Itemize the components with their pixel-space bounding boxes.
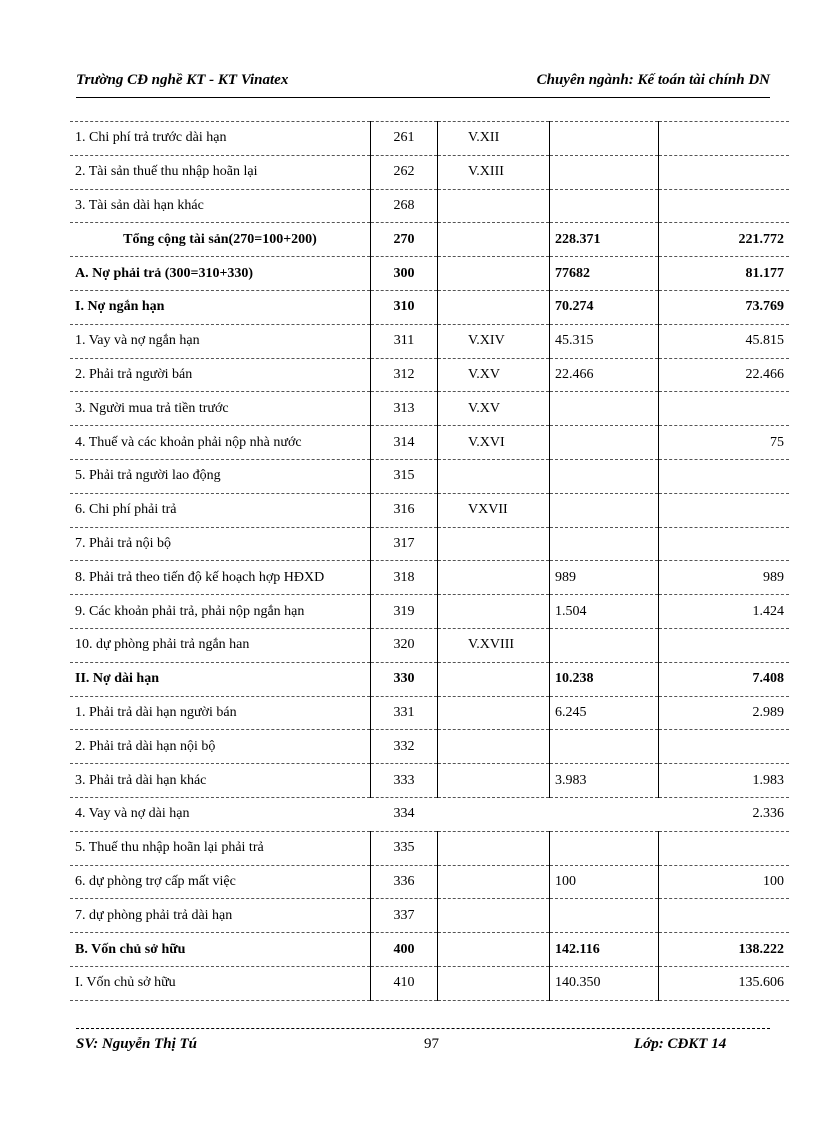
opening-value: 75: [659, 426, 790, 460]
item-note: V.XV: [438, 392, 550, 426]
item-note: V.XVIII: [438, 628, 550, 662]
item-name: 1. Phải trả dài hạn người bán: [70, 696, 371, 730]
closing-value: 100: [550, 865, 659, 899]
item-code: 315: [371, 459, 438, 493]
closing-value: 6.245: [550, 696, 659, 730]
closing-value: [550, 628, 659, 662]
opening-value: 2.989: [659, 696, 790, 730]
table-row: [70, 730, 789, 764]
opening-value: 45.815: [659, 324, 790, 358]
item-name: 5. Thuế thu nhập hoãn lại phải trả: [70, 831, 371, 865]
closing-value: [550, 527, 659, 561]
item-name: 9. Các khoản phải trả, phải nộp ngắn hạn: [70, 595, 371, 629]
table-row: [70, 493, 789, 527]
table-row: [70, 426, 789, 460]
closing-value: 1.504: [550, 595, 659, 629]
closing-value: [550, 730, 659, 764]
item-note: [438, 865, 550, 899]
opening-value: 138.222: [659, 933, 790, 967]
item-note: [438, 527, 550, 561]
table-row: [70, 662, 789, 696]
closing-value: 77682: [550, 257, 659, 291]
item-note: V.XIV: [438, 324, 550, 358]
table-row: [70, 392, 789, 426]
item-code: 400: [371, 933, 438, 967]
item-code: 270: [371, 223, 438, 257]
item-name: 8. Phải trả theo tiến độ kế hoạch hợp HĐXD: [70, 561, 371, 595]
item-name: II. Nợ dài hạn: [70, 662, 371, 696]
table-row: [70, 966, 789, 1000]
item-code: 311: [371, 324, 438, 358]
opening-value: [659, 493, 790, 527]
table-row: [70, 459, 789, 493]
item-note: [438, 257, 550, 291]
item-note: [438, 595, 550, 629]
table-row: [70, 831, 789, 865]
closing-value: 45.315: [550, 324, 659, 358]
item-note: VXVII: [438, 493, 550, 527]
item-name: 10. dự phòng phải trả ngắn han: [70, 628, 371, 662]
item-name: 7. dự phòng phải trả dài hạn: [70, 899, 371, 933]
closing-value: 228.371: [550, 223, 659, 257]
table-row: [70, 628, 789, 662]
item-name: 4. Vay và nợ dài hạn: [70, 797, 371, 831]
opening-value: [659, 122, 790, 156]
item-note: [438, 561, 550, 595]
opening-value: [659, 831, 790, 865]
opening-value: 1.983: [659, 764, 790, 798]
table-row: [70, 933, 789, 967]
item-code: 330: [371, 662, 438, 696]
opening-value: 22.466: [659, 358, 790, 392]
item-code: 313: [371, 392, 438, 426]
closing-value: [550, 493, 659, 527]
table-row: [70, 324, 789, 358]
item-code: 316: [371, 493, 438, 527]
table-row: [70, 595, 789, 629]
balance-sheet-table: [70, 121, 789, 1001]
table-row: [70, 797, 789, 831]
opening-value: 135.606: [659, 966, 790, 1000]
table-row: [70, 865, 789, 899]
page-footer: [76, 1036, 770, 1058]
opening-value: 7.408: [659, 662, 790, 696]
table-row: [70, 122, 789, 156]
item-name: 1. Vay và nợ ngắn hạn: [70, 324, 371, 358]
opening-value: [659, 189, 790, 223]
item-code: 335: [371, 831, 438, 865]
item-name: 3. Người mua trả tiền trước: [70, 392, 371, 426]
closing-value: 22.466: [550, 358, 659, 392]
school-name: Trường CĐ nghề KT - KT Vinatex: [76, 72, 289, 88]
item-name: A. Nợ phải trả (300=310+330): [70, 257, 371, 291]
item-note: V.XV: [438, 358, 550, 392]
item-name: 3. Phải trả dài hạn khác: [70, 764, 371, 798]
student-name: SV: Nguyễn Thị Tú: [76, 1036, 197, 1052]
item-name: I. Nợ ngắn hạn: [70, 290, 371, 324]
closing-value: [550, 899, 659, 933]
item-note: V.XII: [438, 122, 550, 156]
item-code: 312: [371, 358, 438, 392]
item-name: 4. Thuế và các khoản phải nộp nhà nước: [70, 426, 371, 460]
table-row: [70, 764, 789, 798]
opening-value: 1.424: [659, 595, 790, 629]
item-code: 333: [371, 764, 438, 798]
item-name: 3. Tài sản dài hạn khác: [70, 189, 371, 223]
opening-value: 100: [659, 865, 790, 899]
closing-value: [550, 426, 659, 460]
opening-value: [659, 899, 790, 933]
page-number: 97: [424, 1036, 439, 1052]
item-name: 6. Chi phí phải trả: [70, 493, 371, 527]
item-note: V.XIII: [438, 155, 550, 189]
item-note: V.XVI: [438, 426, 550, 460]
table-row: [70, 527, 789, 561]
item-name: 6. dự phòng trợ cấp mất việc: [70, 865, 371, 899]
item-code: 334: [371, 797, 438, 831]
item-name: 2. Phải trả người bán: [70, 358, 371, 392]
item-note: [438, 899, 550, 933]
closing-value: 3.983: [550, 764, 659, 798]
table-row: [70, 561, 789, 595]
item-code: 318: [371, 561, 438, 595]
closing-value: 142.116: [550, 933, 659, 967]
item-code: 310: [371, 290, 438, 324]
item-name: 2. Tài sản thuế thu nhập hoãn lại: [70, 155, 371, 189]
item-code: 262: [371, 155, 438, 189]
closing-value: [550, 797, 659, 831]
opening-value: 73.769: [659, 290, 790, 324]
item-name: 7. Phải trả nội bộ: [70, 527, 371, 561]
closing-value: [550, 392, 659, 426]
opening-value: [659, 730, 790, 764]
table-row: [70, 257, 789, 291]
major-name: Chuyên ngành: Kế toán tài chính DN: [536, 72, 770, 88]
item-note: [438, 223, 550, 257]
item-name: 2. Phải trả dài hạn nội bộ: [70, 730, 371, 764]
item-code: 314: [371, 426, 438, 460]
closing-value: [550, 155, 659, 189]
item-name: B. Vốn chủ sở hữu: [70, 933, 371, 967]
closing-value: 140.350: [550, 966, 659, 1000]
page-header: [76, 72, 770, 94]
item-note: [438, 459, 550, 493]
closing-value: [550, 189, 659, 223]
item-name: I. Vốn chủ sở hữu: [70, 966, 371, 1000]
closing-value: [550, 459, 659, 493]
table-row: [70, 189, 789, 223]
footer-divider: [76, 1028, 770, 1029]
item-note: [438, 933, 550, 967]
opening-value: 81.177: [659, 257, 790, 291]
item-code: 268: [371, 189, 438, 223]
item-note: [438, 290, 550, 324]
item-note: [438, 189, 550, 223]
item-code: 331: [371, 696, 438, 730]
item-code: 317: [371, 527, 438, 561]
item-name: 1. Chi phí trả trước dài hạn: [70, 122, 371, 156]
item-note: [438, 730, 550, 764]
item-name: Tổng cộng tài sản(270=100+200): [70, 223, 371, 257]
item-note: [438, 831, 550, 865]
opening-value: [659, 155, 790, 189]
opening-value: 989: [659, 561, 790, 595]
item-code: 320: [371, 628, 438, 662]
item-code: 300: [371, 257, 438, 291]
table-row: [70, 899, 789, 933]
opening-value: 221.772: [659, 223, 790, 257]
opening-value: [659, 628, 790, 662]
table-row: [70, 223, 789, 257]
item-code: 261: [371, 122, 438, 156]
item-code: 336: [371, 865, 438, 899]
item-note: [438, 797, 550, 831]
item-code: 410: [371, 966, 438, 1000]
closing-value: 989: [550, 561, 659, 595]
class-name: Lớp: CĐKT 14: [634, 1036, 727, 1052]
closing-value: [550, 831, 659, 865]
item-note: [438, 696, 550, 730]
item-name: 5. Phải trả người lao động: [70, 459, 371, 493]
table-row: [70, 358, 789, 392]
opening-value: [659, 527, 790, 561]
item-note: [438, 662, 550, 696]
item-code: 332: [371, 730, 438, 764]
table-row: [70, 155, 789, 189]
opening-value: [659, 392, 790, 426]
closing-value: 10.238: [550, 662, 659, 696]
table-row: [70, 290, 789, 324]
item-note: [438, 966, 550, 1000]
header-divider: [76, 97, 770, 98]
opening-value: 2.336: [659, 797, 790, 831]
closing-value: [550, 122, 659, 156]
item-note: [438, 764, 550, 798]
closing-value: 70.274: [550, 290, 659, 324]
opening-value: [659, 459, 790, 493]
item-code: 319: [371, 595, 438, 629]
table-row: [70, 696, 789, 730]
item-code: 337: [371, 899, 438, 933]
